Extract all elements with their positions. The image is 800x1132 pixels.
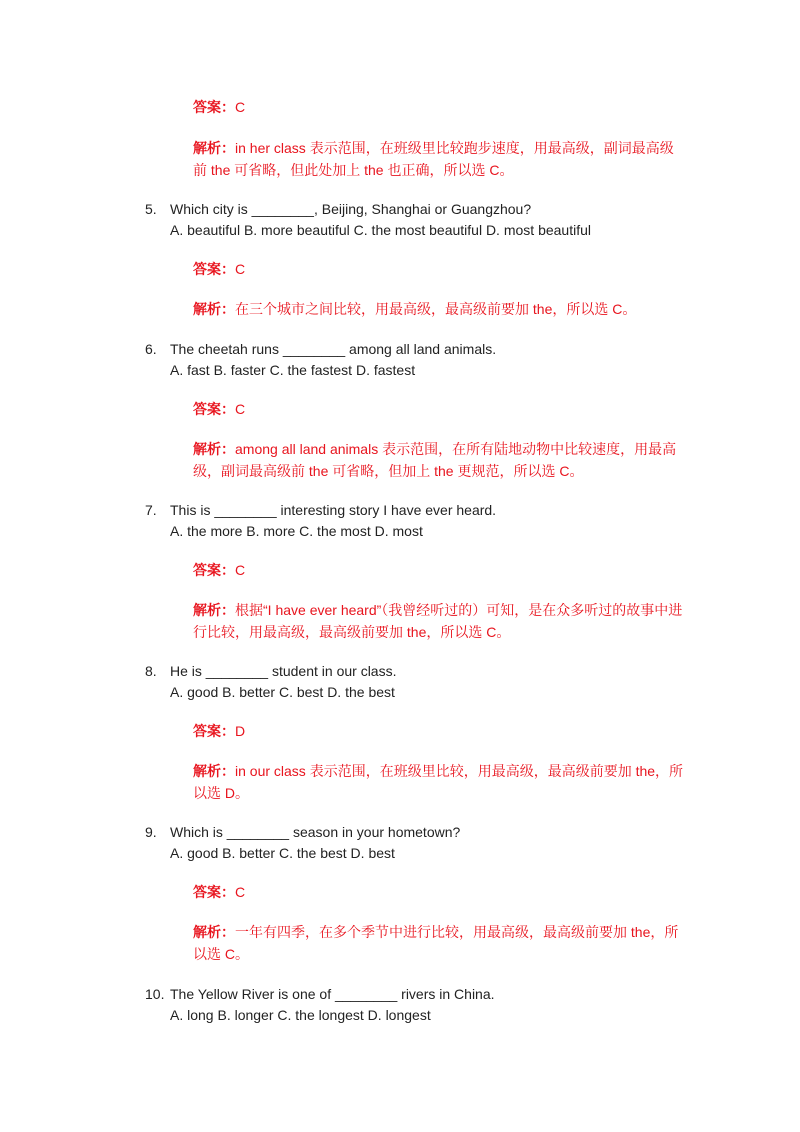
explanation-block	[193, 599, 685, 643]
question-stem	[145, 500, 745, 521]
explanation-label: 解析：	[193, 602, 235, 618]
answer-value: C	[235, 261, 246, 277]
question-7	[145, 500, 745, 542]
explanation-block	[193, 438, 685, 482]
answer-value: C	[235, 401, 246, 417]
question-text: Which city is ________, Beijing, Shanghai or Guangzhou?	[170, 201, 532, 217]
explanation-block	[193, 921, 685, 965]
question-options: A. beautiful B. more beautiful C. the most beautiful D. most beautiful	[170, 222, 591, 238]
question-text: Which is ________ season in your hometown?	[170, 824, 461, 840]
question-number: 10.	[145, 986, 165, 1002]
answer-label: 答案：	[193, 562, 235, 578]
question-text: This is ________ interesting story I have ever heard.	[170, 502, 497, 518]
question-stem	[145, 339, 745, 360]
explanation-label: 解析：	[193, 763, 235, 779]
explanation-block	[193, 760, 685, 804]
answer-label: 答案：	[193, 884, 235, 900]
question-number: 7.	[145, 502, 157, 518]
answer-value: C	[235, 562, 246, 578]
question-stem	[145, 661, 745, 682]
question-stem	[145, 984, 745, 1005]
question-options: A. the more B. more C. the most D. most	[170, 523, 423, 539]
explanation-text: in her class 表示范围，在班级里比较跑步速度，用最高级，副词最高级前 the 可省略，但此处加上 the 也正确，所以选 C。	[193, 140, 674, 178]
question-6	[145, 339, 745, 381]
answer-line	[193, 882, 693, 903]
explanation-block	[193, 137, 685, 181]
question-9	[145, 822, 745, 864]
explanation-text: in our class 表示范围，在班级里比较，用最高级，最高级前要加 the，所以选 D。	[193, 763, 684, 801]
explanation-label: 解析：	[193, 140, 235, 156]
explanation-label: 解析：	[193, 441, 235, 457]
answer-label: 答案：	[193, 261, 235, 277]
answer-value: C	[235, 99, 246, 115]
explanation-label: 解析：	[193, 301, 235, 317]
answer-line	[193, 399, 693, 420]
explanation-label: 解析：	[193, 924, 235, 940]
question-options: A. fast B. faster C. the fastest D. fastest	[170, 362, 416, 378]
question-number: 8.	[145, 663, 157, 679]
question-10	[145, 984, 745, 1026]
question-5	[145, 199, 745, 241]
explanation-text: among all land animals 表示范围，在所有陆地动物中比较速度，用最高级，副词最高级前 the 可省略，但加上 the 更规范，所以选 C。	[193, 441, 677, 479]
answer-value: D	[235, 723, 246, 739]
answer-line	[193, 560, 693, 581]
question-8	[145, 661, 745, 703]
question-text: He is ________ student in our class.	[170, 663, 397, 679]
answer-line	[193, 259, 693, 280]
question-options: A. good B. better C. the best D. best	[170, 845, 395, 861]
question-text: The Yellow River is one of ________ rivers in China.	[170, 986, 495, 1002]
explanation-text: 根据“I have ever heard”（我曾经听过的）可知，是在众多听过的故事中进行比较，用最高级，最高级前要加 the，所以选 C。	[193, 602, 683, 640]
question-number: 9.	[145, 824, 157, 840]
answer-label: 答案：	[193, 723, 235, 739]
answer-line	[193, 721, 693, 742]
answer-label: 答案：	[193, 99, 235, 115]
answer-line	[193, 97, 693, 118]
answer-label: 答案：	[193, 401, 235, 417]
answer-value: C	[235, 884, 246, 900]
question-options: A. long B. longer C. the longest D. longest	[170, 1007, 431, 1023]
question-stem	[145, 199, 745, 220]
explanation-text: 在三个城市之间比较，用最高级，最高级前要加 the，所以选 C。	[235, 301, 637, 317]
question-text: The cheetah runs ________ among all land animals.	[170, 341, 497, 357]
explanation-text: 一年有四季，在多个季节中进行比较，用最高级，最高级前要加 the，所以选 C。	[193, 924, 679, 962]
question-number: 6.	[145, 341, 157, 357]
question-number: 5.	[145, 201, 157, 217]
question-stem	[145, 822, 745, 843]
explanation-block	[193, 298, 685, 320]
question-options: A. good B. better C. best D. the best	[170, 684, 395, 700]
